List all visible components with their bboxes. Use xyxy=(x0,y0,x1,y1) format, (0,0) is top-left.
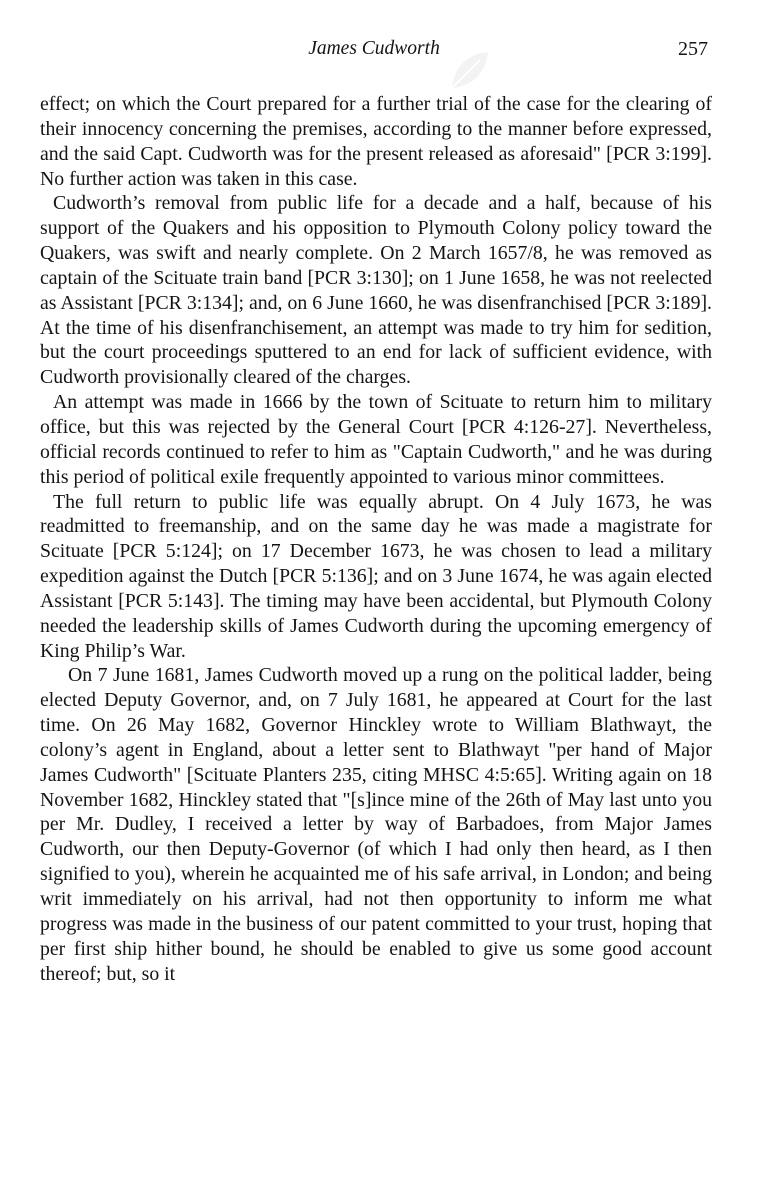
paragraph-military-office-attempt: An attempt was made in 1666 by the town of Scituate to return him to military office, but this was rejected by the General Court [PCR 4:126-27]. Nevertheless, official records continued to refer to him as "Captain Cudworth," and he was during this period of political exile frequently appointed to various minor committees. xyxy=(40,391,712,488)
running-header xyxy=(40,34,708,64)
paragraph-deputy-governor: On 7 June 1681, James Cudworth moved up a rung on the political ladder, being elected Deputy Governor, and, on 7 July 1681, he appeared at Court for the last time. On 26 May 1682, Governor Hinckley wrote to William Blathwayt, the colony’s agent in England, about a letter sent to Blathwayt "per hand of Major James Cudworth" [Scituate Planters 235, citing MHSC 4:5:65]. Writing again on 18 November 1682, Hinckley stated that "[s]ince mine of the 26th of May last unto you per Mr. Dudley, I received a letter by way of Barbadoes, from Major James Cudworth, our then Deputy-Governor (of which I had only then heard, as I then signified to you), wherein he acquainted me of his safe arrival, in London; and being writ immediately on his arrival, had not then opportunity to inform me what progress was made in the business of our patent committed to your trust, hoping that per first ship hither bound, he should be enabled to give us some good account thereof; but, so it xyxy=(40,664,712,985)
paragraph-continuation: effect; on which the Court prepared for a further trial of the case for the clearing of their innocency concerning the premises, according to the manner before expressed, and the said Capt. Cudworth was for the present released as aforesaid" [PCR 3:199]. No further action was taken in this case. xyxy=(40,93,712,190)
paragraph-removal-from-public-life: Cudworth’s removal from public life for a decade and a half, because of his support of the Quakers and his opposition to Plymouth Colony policy toward the Quakers, was swift and nearly complete. On 2 March 1657/8, he was removed as captain of the Scituate train band [PCR 3:130]; on 1 June 1658, he was not reelected as Assistant [PCR 3:134]; and, on 6 June 1660, he was disenfranchised [PCR 3:189]. At the time of his disenfranchisement, an attempt was made to try him for sedition, but the court proceedings sputtered to an end for lack of sufficient evidence, with Cudworth provisionally cleared of the charges. xyxy=(40,192,712,389)
running-title: James Cudworth xyxy=(308,38,440,59)
body-text xyxy=(40,92,712,986)
page-number: 257 xyxy=(678,38,708,60)
leaf-watermark-icon xyxy=(446,48,492,94)
paragraph-return-to-public-life: The full return to public life was equally abrupt. On 4 July 1673, he was readmitted to freemanship, and on the same day he was made a magistrate for Scituate [PCR 5:124]; on 17 December 1673, he was chosen to lead a military expedition against the Dutch [PCR 5:136]; and on 3 June 1674, he was again elected Assistant [PCR 5:143]. The timing may have been accidental, but Plymouth Colony needed the leadership skills of James Cudworth during the upcoming emergency of King Philip’s War. xyxy=(40,490,712,662)
